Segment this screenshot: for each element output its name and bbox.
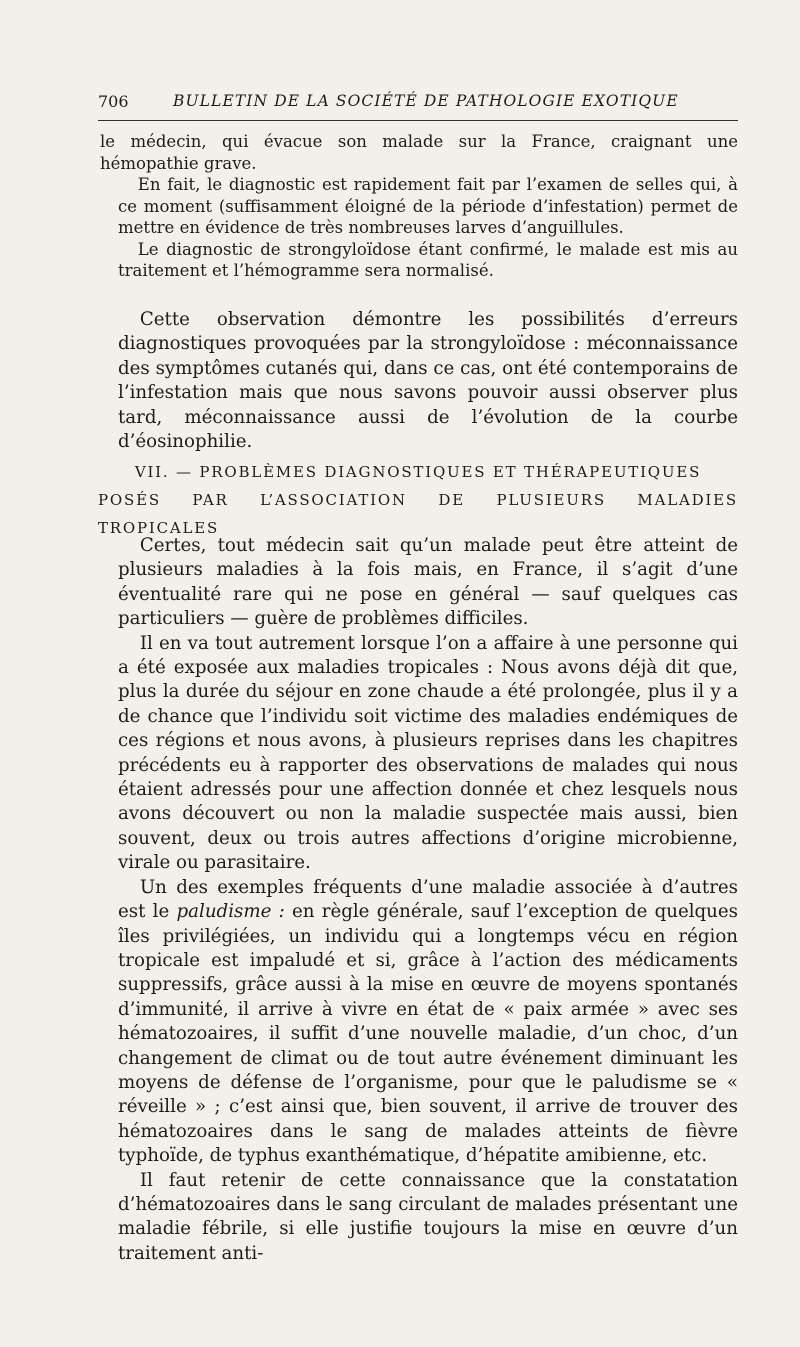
paragraph: Il faut retenir de cette connaissance que la constatation d’hématozoaires dans le sang circulant de malades présentant une maladie fébrile, si elle justifie toujours la mise en œuvre d’un traitement anti- <box>118 1169 738 1264</box>
paragraph-text: Un des exemples fréquents d’une maladie associée à d’autres est le <box>118 876 738 923</box>
page-number: 706 <box>98 92 129 111</box>
section-body <box>118 534 738 1266</box>
paragraph <box>118 876 738 1169</box>
paragraph: Il en va tout autrement lorsque l’on a affaire à une personne qui a été exposée aux maladies tropicales : Nous avons déjà dit que, plus la durée du séjour en zone chaude a été prolongée, plus il y a de chance que l’individu soit victime des maladies endémiques de ces régions et nous avons, à plusieurs reprises dans les chapitres précédents eu à rapporter des observations de malades qui nous étaient adressés pour une affection donnée et chez lesquels nous avons découvert ou non la maladie suspectée mais aussi, bien souvent, deux ou trois autres affections d’origine microbienne, virale ou parasitaire. <box>118 632 738 874</box>
emphasis-term: paludisme : <box>176 901 285 923</box>
journal-title: BULLETIN DE LA SOCIÉTÉ DE PATHOLOGIE EXOTIQUE <box>173 92 679 110</box>
continued-paragraph: le médecin, qui évacue son malade sur la France, craignant une hémopathie grave. <box>100 132 738 173</box>
section-heading-line-2: POSÉS PAR L’ASSOCIATION DE PLUSIEURS MALADIES TROPICALES <box>98 491 738 537</box>
paragraph-text: en règle générale, sauf l’exception de quelques îles privilégiées, un individu qui a longtemps vécu en région tropicale est impaludé et si, grâce à l’action des médicaments suppressifs, grâce aussi à la mise en œuvre de moyens spontanés d’immunité, il arrive à vivre en état de « paix armée » avec ses hématozoaires, il suffit d’une nouvelle maladie, d’un choc, d’un changement de climat ou de tout autre événement diminuant les moyens de défense de l’organisme, pour que le paludisme se « réveille » ; c’est ainsi que, bien souvent, il arrive de trouver des hématozoaires dans le sang de malades atteints de fièvre typhoïde, de typhus exanthématique, d’hépatite amibienne, etc. <box>118 901 738 1167</box>
paragraph: Le diagnostic de strongyloïdose étant confirmé, le malade est mis au traitement et l’hémogramme sera normalisé. <box>118 239 738 280</box>
running-header <box>98 86 738 121</box>
paragraph: Cette observation démontre les possibilités d’erreurs diagnostiques provoquées par la strongyloïdose : méconnaissance des symptômes cutanés qui, dans ce cas, ont été contemporains de l’infestation mais que nous savons pouvoir aussi observer plus tard, méconnaissance aussi de l’évolution de la courbe d’éosinophilie. <box>118 309 738 453</box>
paragraph: En fait, le diagnostic est rapidement fait par l’examen de selles qui, à ce moment (suffisamment éloigné de la période d’infestation) permet de mettre en évidence de très nombreuses larves d’anguillules. <box>118 175 738 237</box>
conclusion-block <box>118 308 738 454</box>
paragraph: Certes, tout médecin sait qu’un malade peut être atteint de plusieurs maladies à la fois mais, en France, il s’agit d’une éventualité rare qui ne pose en général — sauf quelques cas particuliers — guère de problèmes difficiles. <box>118 535 738 630</box>
section-heading <box>98 458 738 542</box>
section-heading-line-1: VII. — PROBLÈMES DIAGNOSTIQUES ET THÉRAPEUTIQUES <box>134 463 702 481</box>
top-text-block <box>100 131 738 282</box>
